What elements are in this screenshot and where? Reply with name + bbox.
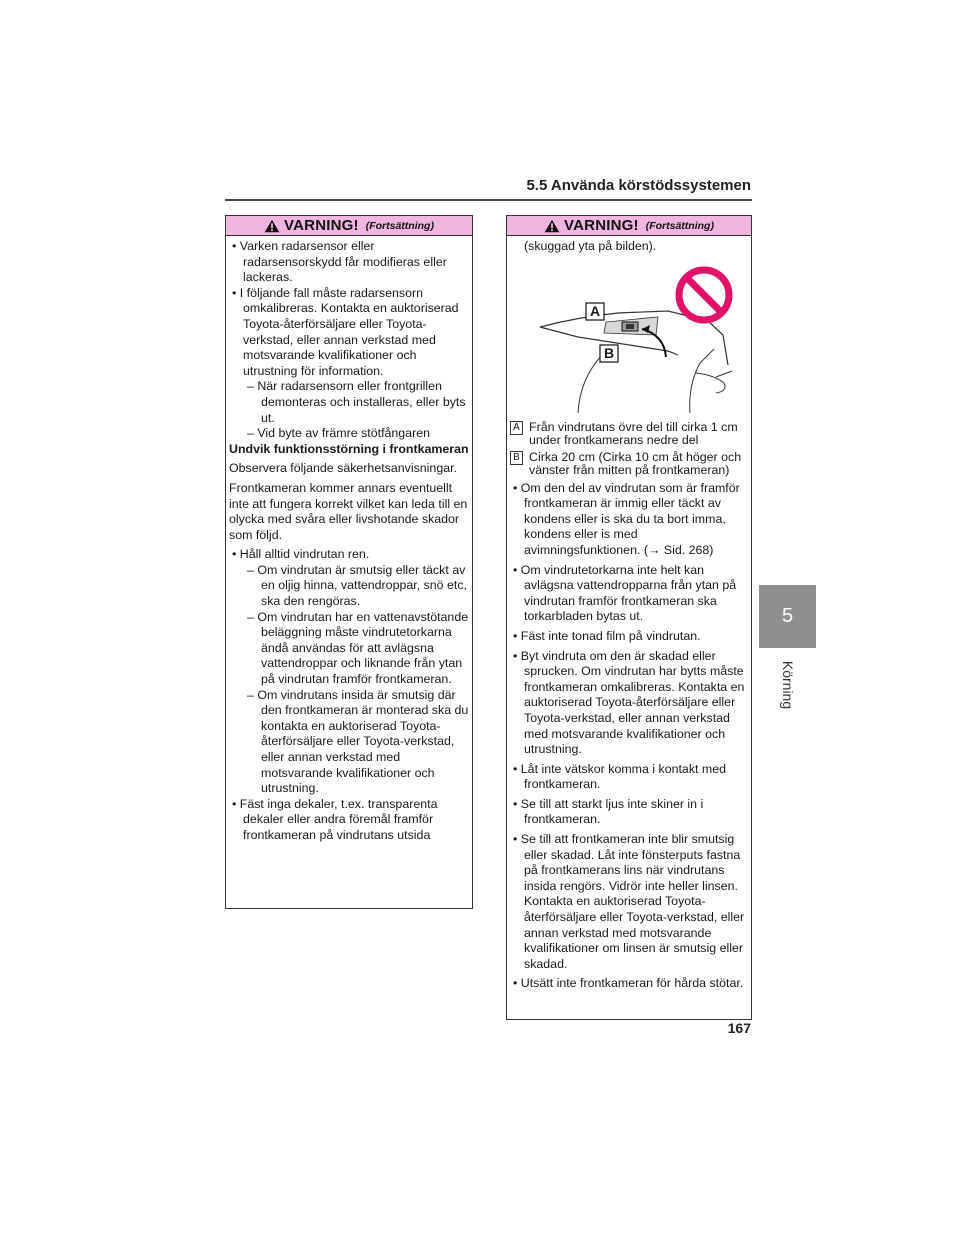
paragraph: Observera följande säkerhetsanvisningar.: [229, 461, 457, 476]
page-number: 167: [727, 1020, 751, 1036]
subheading: Undvik funktionsstörning i frontkameran: [229, 441, 469, 456]
header-rule: [225, 199, 752, 201]
list-item: • Se till att starkt ljus inte skiner in i frontkameran.: [513, 796, 704, 827]
list-item: • Fäst inga dekaler, t.ex. transparenta dekaler eller andra föremål framför frontkameran på vindrutans utsida: [232, 796, 438, 842]
list-item: – När radarsensorn eller frontgrillen demonteras och installeras, eller byts ut.: [247, 379, 466, 425]
warning-header: [507, 216, 751, 236]
list-item: • Se till att frontkameran inte blir smutsig eller skadad. Låt inte fönsterputs fastna på frontkamerans lins när vindrutans insida rengörs. Vidrör inte heller linsen. Kontakta en auktoriserad Toyota-återförsäljare eller Toyota-verkstad, eller annan verkstad med motsvarande kvalifikationer om linsen är smutsig eller skadad.: [513, 832, 745, 971]
warning-triangle-icon: [544, 219, 560, 233]
figure-label-a: A: [589, 302, 601, 319]
list-item: – Vid byte av främre stötfångaren: [247, 426, 430, 441]
warning-continued: (Fortsättning): [365, 219, 434, 232]
list-item: • Håll alltid vindrutan ren.: [232, 547, 370, 562]
warning-continued: (Fortsättning): [645, 219, 714, 232]
intro-text: (skuggad yta på bilden).: [524, 239, 657, 253]
list-item: • Byt vindruta om den är skadad eller sprucken. Om vindrutan har bytts måste frontkameran omkalibreras. Kontakta en auktoriserad Toyota-återförsäljare eller Toyota-verkstad, eller annan verkstad med motsvarande kvalifikationer och utrustning.: [513, 648, 745, 757]
list-item: – Om vindrutan är smutsig eller täckt av en oljig hinna, vattendroppar, snö etc, ska den rengöras.: [247, 562, 467, 609]
chapter-label: [758, 650, 818, 720]
warning-right-bullets: [510, 481, 748, 992]
chapter-label-text: Körning: [779, 660, 796, 710]
warning-header: [226, 216, 472, 236]
list-item: • Fäst inte tonad film på vindrutan.: [513, 628, 701, 643]
chapter-tab: 5: [759, 585, 816, 648]
caption-a: [510, 421, 748, 448]
section-title: 5.5 Använda körstödssystemen: [526, 177, 751, 194]
list-item: – Om vindrutan har en vattenavstötande beläggning måste vindrutetorkarna ändå användas för att avlägsna vattendroppar och liknande från ytan på vindrutan framför frontkameran.: [247, 609, 469, 687]
paragraph: Frontkameran kommer annars eventuellt inte att fungera korrekt vilket kan leda till en olycka med svåra eller livshotande skador som följd.: [229, 480, 468, 542]
windshield-figure: [518, 265, 750, 413]
figure-label-b: B: [603, 344, 615, 361]
caption-letter: A: [510, 421, 523, 435]
warning-title: VARNING!: [564, 217, 639, 234]
list-item: – Om vindrutans insida är smutsig där den frontkameran är monterad ska du kontakta en auktoriserad Toyota-återförsäljare eller Toyota-verkstad, eller annan verkstad med motsvarande kvalifikationer och utrustning.: [247, 687, 469, 796]
warning-triangle-icon: [264, 219, 280, 233]
warning-title: VARNING!: [284, 217, 359, 234]
caption-text: Från vindrutans övre del till cirka 1 cm under frontkamerans nedre del: [529, 419, 738, 448]
list-item: • Utsätt inte frontkameran för hårda stötar.: [513, 976, 744, 991]
warning-left-content: [226, 236, 472, 844]
caption-letter: B: [510, 451, 523, 465]
warning-box-left: [225, 215, 473, 909]
warning-box-right: [506, 215, 752, 1020]
list-item: • Om den del av vindrutan som är framför frontkameran är immig eller täckt av kondens eller is ska du ta bort imma, kondens eller is med avimningsfunktionen. (→ Sid. 268): [513, 480, 740, 557]
warning-right-content: [507, 236, 751, 992]
list-item: • Låt inte vätskor komma i kontakt med frontkameran.: [513, 761, 727, 792]
list-item: • I följande fall måste radarsensorn omkalibreras. Kontakta en auktoriserad Toyota-återförsäljare eller Toyota-verkstad, eller annan verkstad med motsvarande kvalifikationer och utrustning för information.: [232, 285, 459, 378]
list-item: • Varken radarsensor eller radarsensorskydd får modifieras eller lackeras.: [232, 239, 447, 285]
caption-text: Cirka 20 cm (Cirka 10 cm åt höger och vänster från mitten på frontkameran): [529, 449, 742, 478]
windshield-illustration: [518, 265, 750, 413]
list-item: • Om vindrutetorkarna inte helt kan avlägsna vattendropparna från ytan på vindrutan framför frontkameran ska torkarbladen bytas ut.: [513, 562, 737, 624]
caption-b: [510, 451, 748, 478]
